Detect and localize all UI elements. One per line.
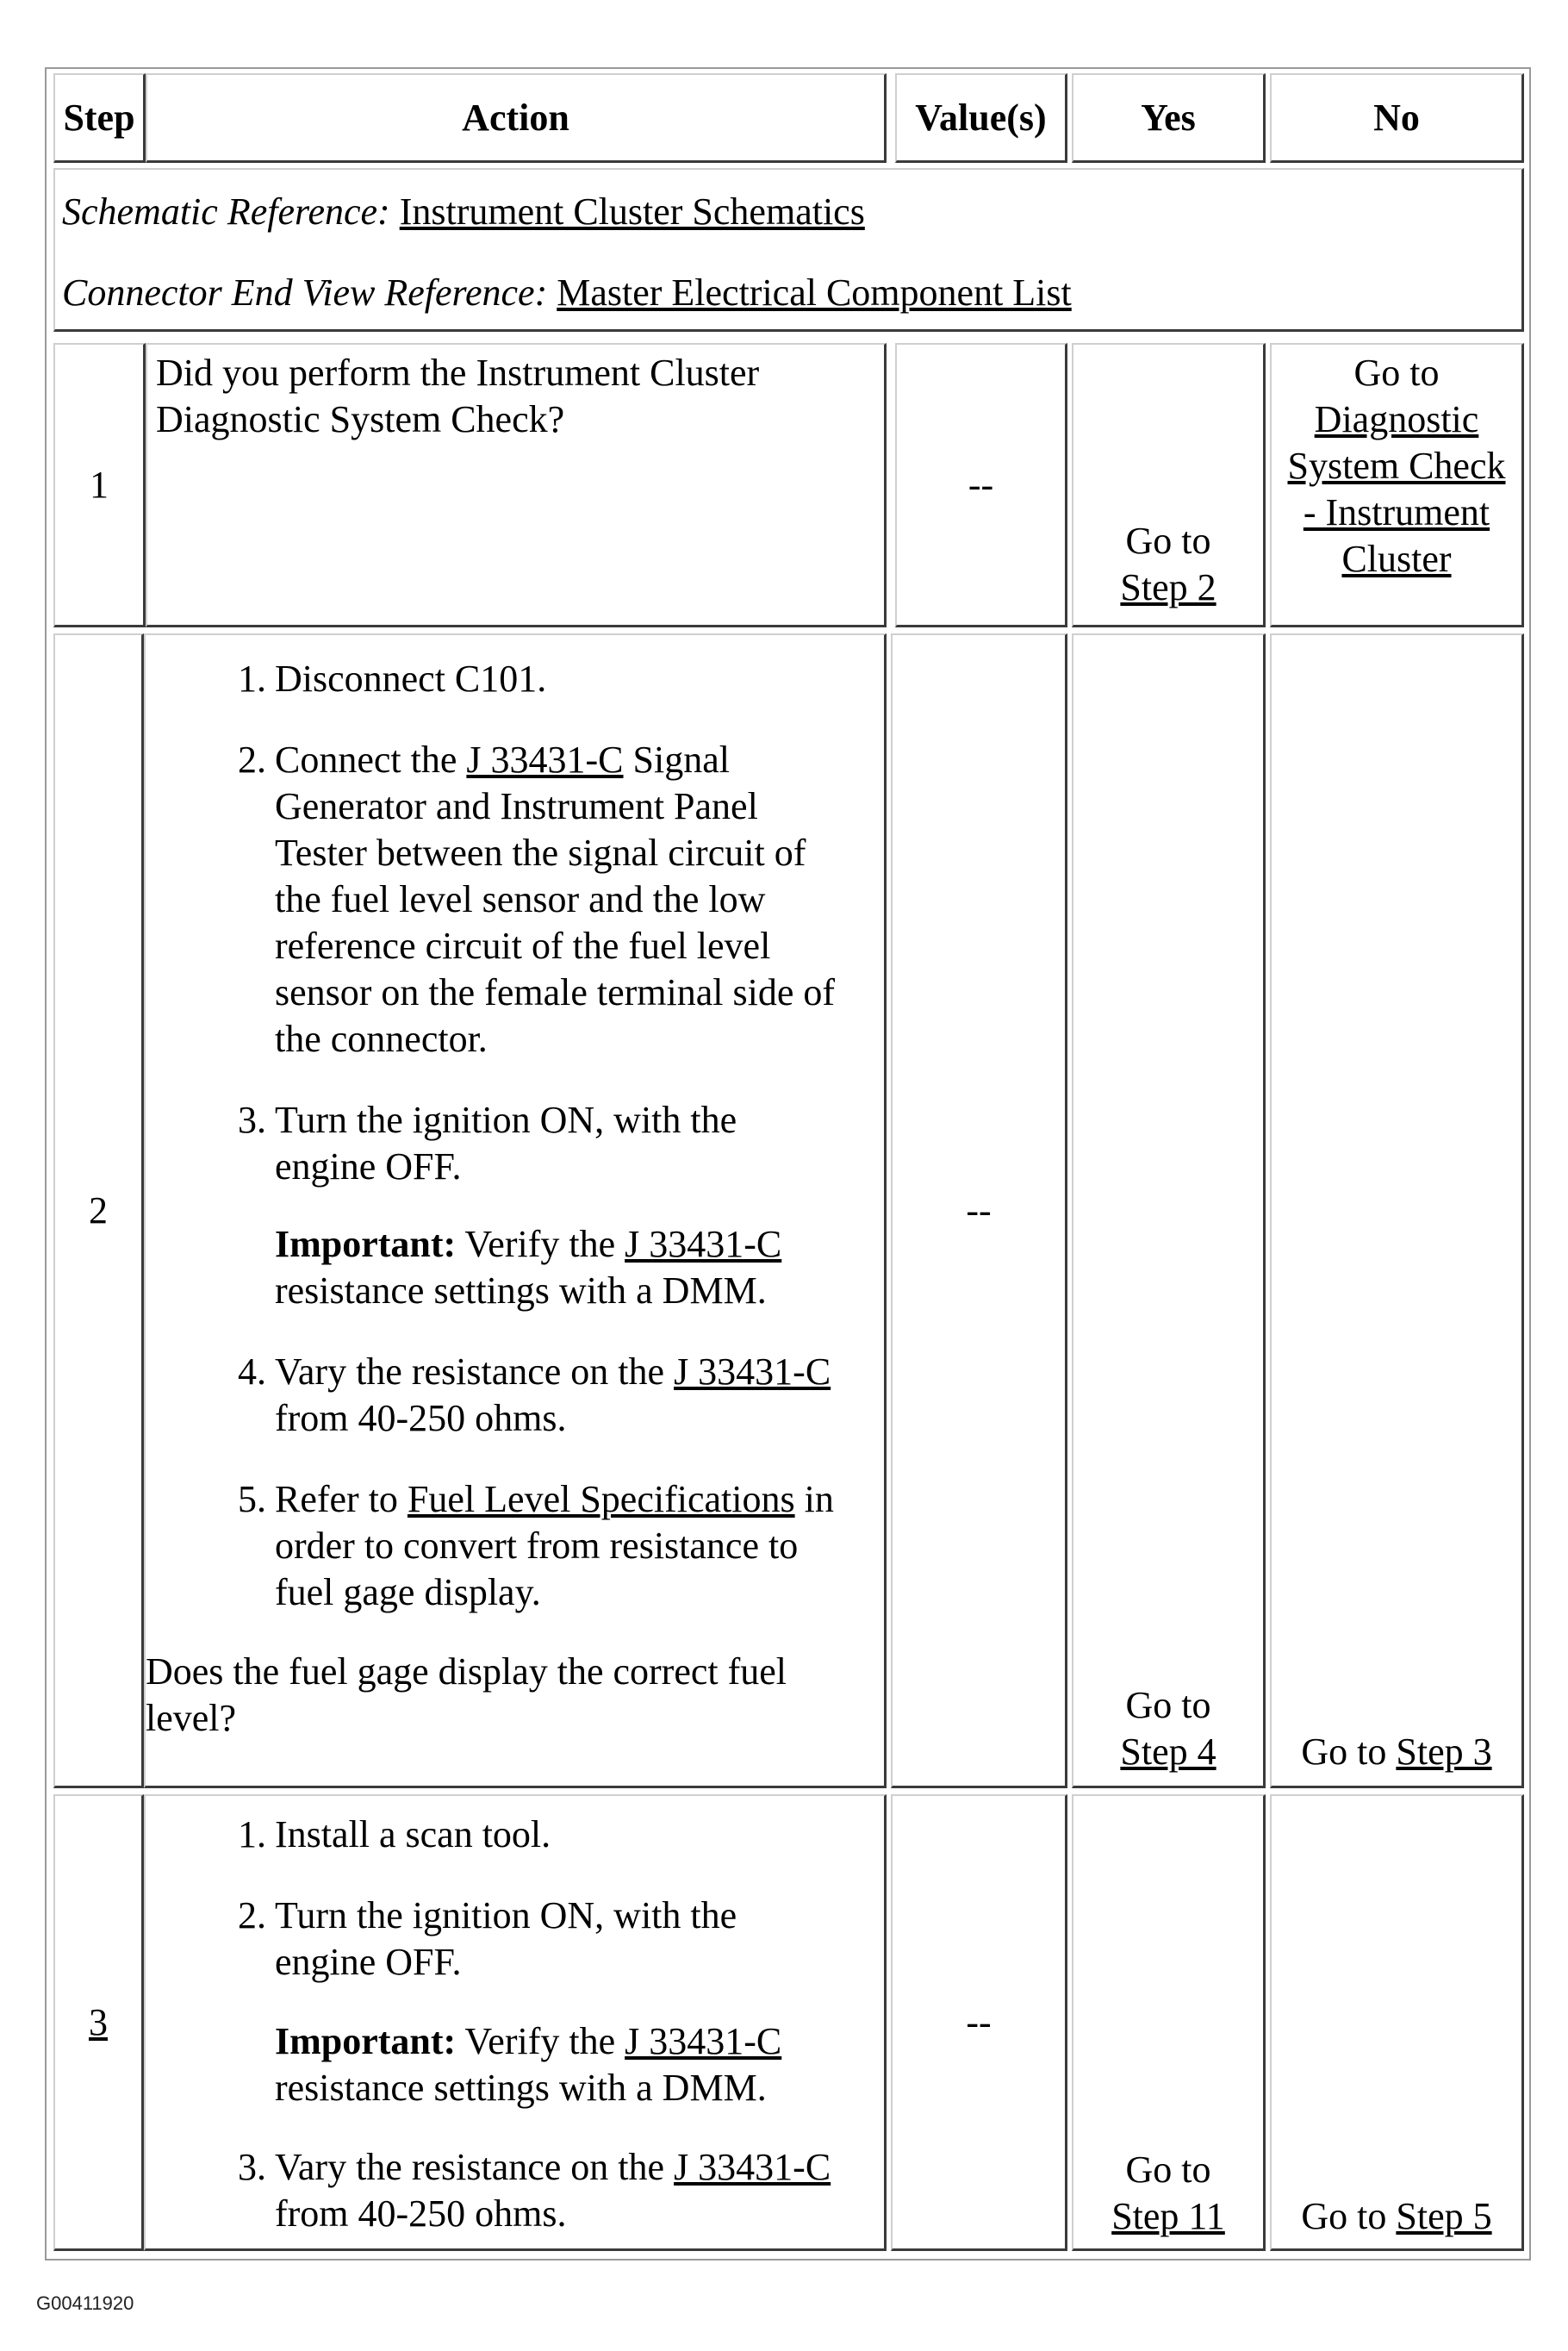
text-run: Signal [623,739,730,781]
row1-step-number: 1 [90,463,109,506]
row3-value [891,1794,1067,2251]
row3-yes-text: Go to [1125,2148,1211,2191]
header-yes-label: Yes [1141,96,1196,139]
row1-yes [1072,343,1266,627]
row2-no-text: Go to [1301,1731,1397,1773]
row2-step-item-line: Tester between the signal circuit of [275,832,806,874]
row2-step-item-line: sensor on the female terminal side of [275,971,836,1013]
row2-step-item-line: the fuel level sensor and the low [275,878,766,920]
row2-step-item-line: the connector. [275,1018,488,1060]
row1-action-line: Did you perform the Instrument Cluster [156,352,760,394]
row2-value-text: -- [966,1188,992,1232]
row2-step-item: Turn the ignition ON, with the [275,1099,737,1141]
row3-no-content [1301,2193,1491,2240]
tool-link[interactable]: J 33431-C [625,2020,782,2062]
list-number: 5. [238,1478,266,1520]
row2-step-item [275,1476,834,1523]
row1-no-link[interactable]: - Instrument [1303,491,1490,533]
row2-step-item [275,1349,831,1395]
row3-step [53,1794,144,2251]
header-values [895,73,1067,163]
row2-value [891,633,1067,1788]
row2-step-item-line: fuel gage display. [275,1571,541,1613]
text-run: Vary the resistance on the [275,2146,675,2188]
row3-action [144,1794,887,2251]
header-action [146,73,887,163]
row1-yes-link[interactable]: Step 2 [1120,566,1216,608]
row2-step-item-line: from 40-250 ohms. [275,1397,567,1439]
row3-step-item-line: from 40-250 ohms. [275,2192,567,2235]
text-run: Verify the [456,2020,625,2062]
diagnostic-table [45,67,1531,2261]
row2-step-item [275,737,730,783]
tool-link[interactable]: J 33431-C [674,1350,831,1393]
schematic-reference-link[interactable]: Instrument Cluster Schematics [399,190,865,233]
list-number: 4. [238,1350,266,1393]
header-no-label: No [1373,96,1420,139]
row3-yes [1072,1794,1266,2251]
text-run: Verify the [456,1223,625,1265]
important-note-line: resistance settings with a DMM. [275,2067,767,2109]
text-run: Connect the [275,739,467,781]
tool-link[interactable]: J 33431-C [674,2146,831,2188]
list-number: 2. [238,739,266,781]
row1-action-line: Diagnostic System Check? [156,398,565,440]
text-run: Refer to [275,1478,408,1520]
row2-question: level? [146,1697,237,1739]
row1-no-link[interactable]: System Check [1287,445,1506,487]
row2-yes-text: Go to [1125,1684,1211,1726]
row2-step-item-line: order to convert from resistance to [275,1525,799,1567]
header-yes [1072,73,1266,163]
connector-reference-link[interactable]: Master Electrical Component List [557,271,1072,314]
important-note-line: resistance settings with a DMM. [275,1269,767,1312]
header-values-label: Value(s) [915,96,1047,139]
list-number: 1. [238,658,266,700]
row1-value-text: -- [968,463,994,506]
important-note [275,2018,781,2065]
tool-link[interactable]: J 33431-C [466,739,624,781]
row3-yes-link[interactable]: Step 11 [1111,2195,1225,2237]
list-number: 3. [238,1099,266,1141]
row2-step-item-line: engine OFF. [275,1145,462,1188]
row1-no-link[interactable]: Diagnostic [1314,398,1479,440]
row1-no-link[interactable]: Cluster [1341,538,1452,580]
row3-step-item-line: engine OFF. [275,1941,462,1983]
row1-step [53,343,146,627]
row2-yes-link[interactable]: Step 4 [1120,1731,1216,1773]
list-number: 2. [238,1894,266,1936]
header-no [1270,73,1524,163]
row2-no-content [1301,1729,1491,1775]
reference-row [53,168,1524,332]
row1-no-text: Go to [1353,352,1440,394]
row3-value-text: -- [966,2000,992,2043]
row2-step-item: Disconnect C101. [275,658,547,700]
row3-no [1270,1794,1524,2251]
row2-step-item-line: reference circuit of the fuel level [275,925,771,967]
text-run: in [794,1478,834,1520]
schematic-reference-label: Schematic Reference: [62,190,390,233]
connector-reference-label: Connector End View Reference: [62,271,548,314]
important-label: Important: [275,1223,457,1265]
header-step-label: Step [63,96,135,139]
row1-value [895,343,1067,627]
schematic-reference [62,189,865,235]
tool-link[interactable]: J 33431-C [625,1223,782,1265]
row1-action [146,343,887,627]
list-number: 1. [238,1813,266,1855]
list-number: 3. [238,2146,266,2188]
row2-yes [1072,633,1266,1788]
important-note [275,1221,781,1268]
row2-step-item-line: Generator and Instrument Panel [275,785,758,827]
row2-question: Does the fuel gage display the correct fuel [146,1650,787,1693]
header-step [53,73,146,163]
figure-id: G00411920 [36,2292,134,2314]
row3-step-item: Turn the ignition ON, with the [275,1894,737,1936]
important-label: Important: [275,2020,457,2062]
row3-step-link[interactable]: 3 [89,2000,108,2043]
row1-yes-text: Go to [1125,520,1211,562]
connector-reference [62,270,1072,316]
row2-no-link[interactable]: Step 3 [1396,1731,1492,1773]
text-run: Vary the resistance on the [275,1350,675,1393]
row3-step-item: Install a scan tool. [275,1813,551,1855]
row3-no-link[interactable]: Step 5 [1396,2195,1492,2237]
row2-step-number: 2 [89,1188,108,1232]
row1-no [1270,343,1524,627]
row2-no [1270,633,1524,1788]
row3-step-item [275,2144,831,2191]
header-action-label: Action [462,96,569,139]
spec-link[interactable]: Fuel Level Specifications [407,1478,795,1520]
row3-no-text: Go to [1301,2195,1397,2237]
row2-step [53,633,144,1788]
row2-action [144,633,887,1788]
